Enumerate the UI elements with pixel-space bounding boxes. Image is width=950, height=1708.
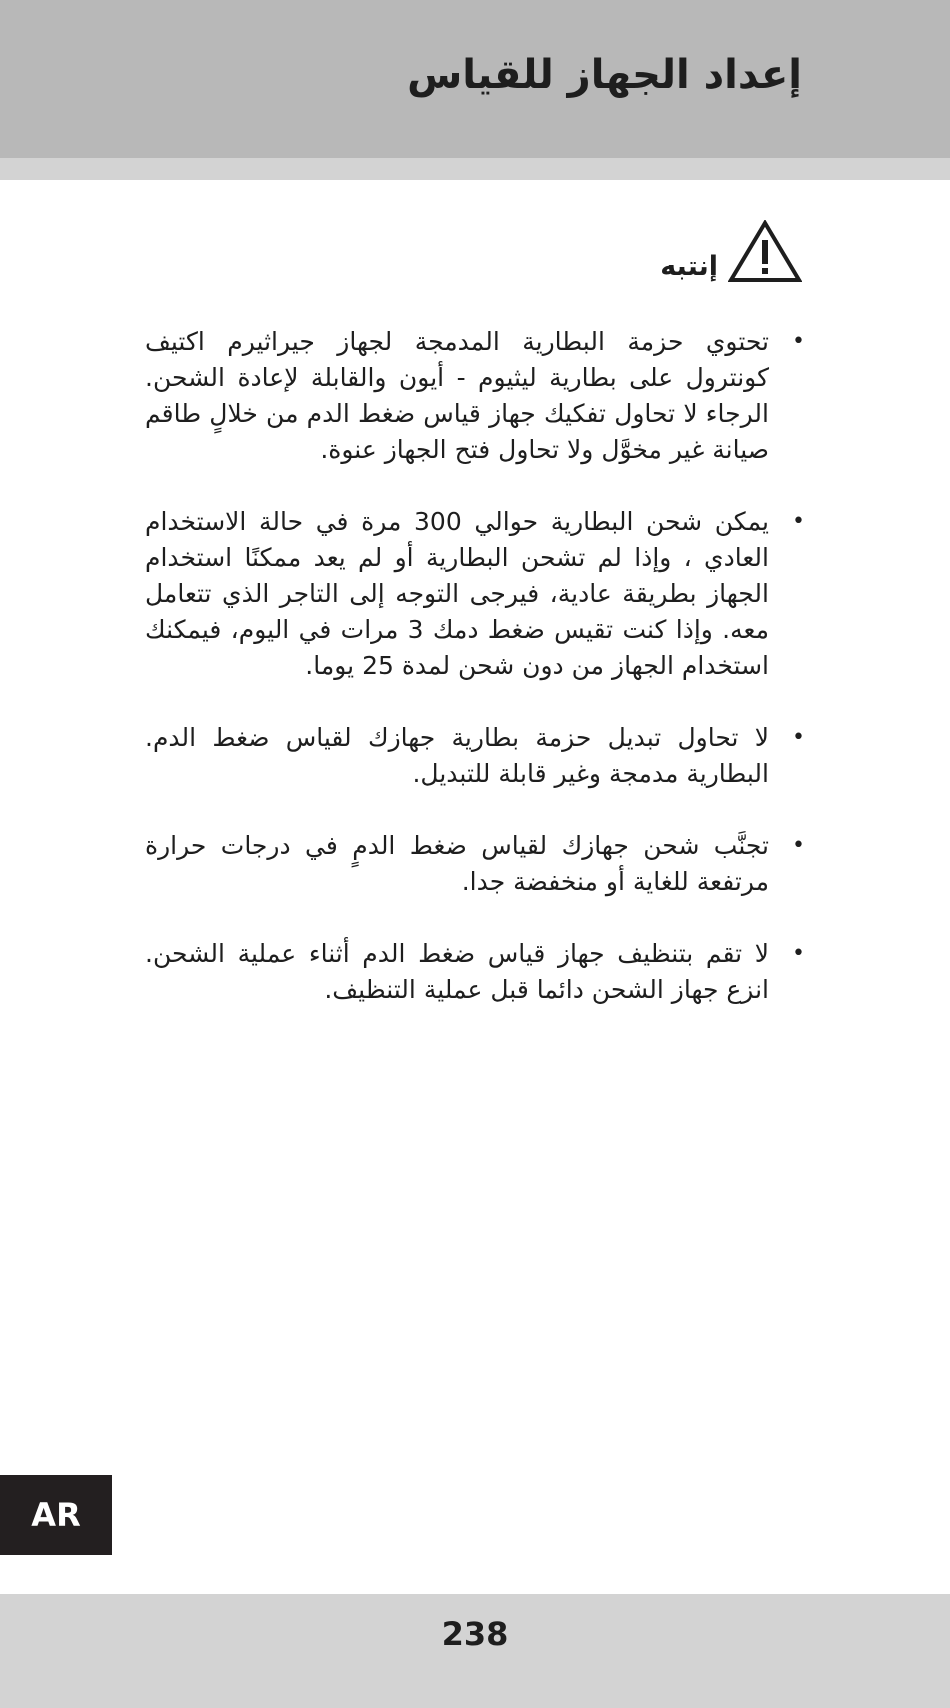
warning-item-cleaning: • لا تقم بتنظيف جهاز قياس ضغط الدم أثناء عملية الشحن. انزع جهاز الشحن دائما قبل عملية التنظيف. [145,936,805,1008]
page-number: 238 [441,1615,509,1653]
page-title: إعداد الجهاز للقياس [407,52,802,98]
header-strip [0,158,950,180]
warning-triangle-icon [728,220,802,284]
warning-item-temperature: • تجنَّب شحن جهازك لقياس ضغط الدمٍ في درجات حرارة مرتفعة للغاية أو منخفضة جدا. [145,828,805,900]
warning-list [145,324,805,1044]
warning-label: إنتبه [660,251,718,282]
warning-item-no-replacement: • لا تحاول تبديل حزمة بطارية جهازك لقياس ضغط الدم. البطارية مدمجة وغير قابلة للتبديل. [145,720,805,792]
warning-item-charge-cycles: • يمكن شحن البطارية حوالي 300 مرة في حالة الاستخدام العادي ، وإذا لم تشحن البطارية أو لم يعد ممكنًا استخدام الجهاز بطريقة عادية، فيرجى التوجه إلى التاجر الذي تتعامل معه. وإذا كنت تقيس ضغط دمك 3 مرات في اليوم، فيمكنك استخدام الجهاز من دون شحن لمدة 25 يوما. [145,504,805,684]
warning-heading [660,212,802,284]
language-badge: AR [0,1475,112,1555]
warning-item-battery-pack: • تحتوي حزمة البطارية المدمجة لجهاز جيراثيرم اكتيف كونترول على بطارية ليثيوم - أيون والقابلة لإعادة الشحن. الرجاء لا تحاول تفكيك جهاز قياس ضغط الدم من خلالٍ طاقم صيانة غير مخوَّل ولا تحاول فتح الجهاز عنوة. [145,324,805,468]
